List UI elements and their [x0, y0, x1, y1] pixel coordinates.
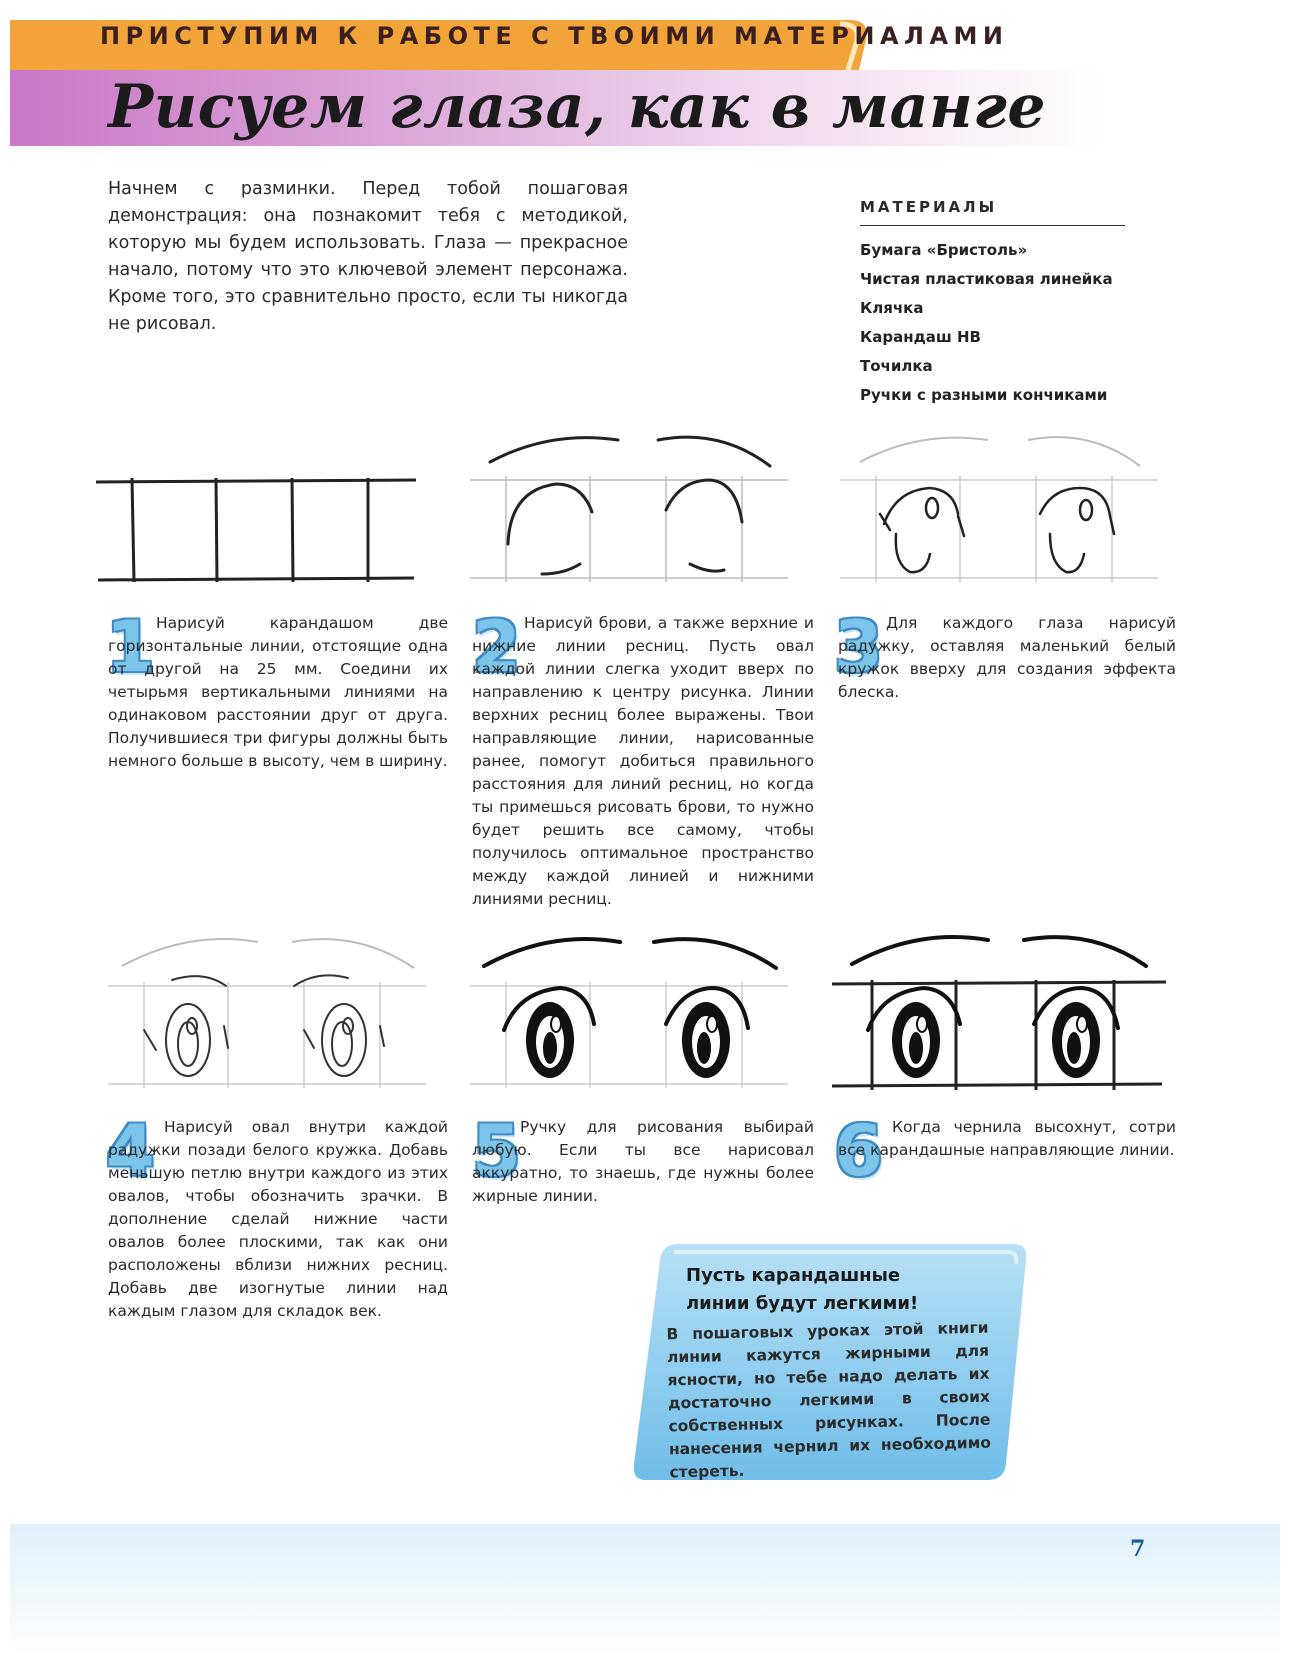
- step-1-number: 1: [106, 606, 155, 688]
- materials-item: Чистая пластиковая линейка: [860, 270, 1113, 288]
- step-1-text: Нарисуй карандашом две горизонтальные линии, отстоящие одна от другой на 25 мм. Соедини их четырьмя вертикальными линиями на одинаковом расстоянии друг от друга. Получившиеся три фигуры должны быть немного больше в высоту, чем в ширину.: [108, 614, 448, 770]
- section-kicker: ПРИСТУПИМ К РАБОТЕ С ТВОИМИ МАТЕРИАЛАМИ: [100, 22, 1009, 50]
- step-1-figure: [96, 470, 418, 590]
- step-4-text: Нарисуй овал внутри каждой радужки позади белого кружка. Добавь меньшую петлю внутри каждого из этих овалов, чтобы обозначить зрачки. В дополнение сделай нижние части овалов более плоскими, так как они расположены вблизи нижних ресниц. Добавь две изогнутые линии над каждым глазом для складок век.: [108, 1118, 448, 1320]
- materials-item: Бумага «Бристоль»: [860, 241, 1028, 259]
- step-2-text: Нарисуй брови, а также верхние и нижние линии ресниц. Пусть овал каждой линии слегка уходит вверх по направлению к центру рисунка. Линии верхних ресниц более выражены. Твои направляющие линии, нарисованные ранее, помогут добиться правильного расстояния для линий ресниц, но когда ты примешься рисовать брови, то нужно будет решить все самому, чтобы получилось оптимальное пространство между каждой линией и нижними линиями ресниц.: [472, 614, 814, 908]
- tip-body: В пошаговых уроках этой книги линии кажутся жирными для ясности, но тебе надо делать их достаточно легкими в своих собственных рисунках. После нанесения чернил их необходимо стереть.: [666, 1318, 992, 1482]
- step-2-figure: [470, 424, 790, 584]
- footer-band: [10, 1524, 1280, 1656]
- step-6-text: Когда чернила высохнут, сотри все карандашные направляющие линии.: [838, 1118, 1176, 1159]
- materials-item: Карандаш HB: [860, 328, 981, 346]
- step-3-number: 3: [834, 606, 883, 688]
- step-5-figure: [470, 930, 790, 1090]
- intro-paragraph: Начнем с разминки. Перед тобой пошаговая демонстрация: она познакомит тебя с методикой, которую мы будем использовать. Глаза — прекрасное начало, потому что это ключевой элемент персонажа. Кроме того, это сравнительно просто, если ты никогда не рисовал.: [108, 179, 628, 334]
- materials-title: МАТЕРИАЛЫ: [860, 198, 1125, 226]
- step-5-text: Ручку для рисования выбирай любую. Если ты все нарисовал аккуратно, то знаешь, где нужны более жирные линии.: [472, 1118, 814, 1205]
- tip-title: Пусть карандашные линии будут легкими!: [686, 1265, 919, 1314]
- step-3-figure: [840, 424, 1160, 584]
- materials-item: Клячка: [860, 299, 924, 317]
- materials-item: Точилка: [860, 357, 933, 375]
- step-6-figure: [832, 926, 1172, 1096]
- step-5-number: 5: [472, 1110, 521, 1192]
- step-2-number: 2: [472, 606, 521, 688]
- step-4-number: 4: [106, 1110, 155, 1192]
- step-4-figure: [108, 930, 428, 1090]
- page-number: 7: [1130, 1536, 1146, 1562]
- step-6-number: 6: [834, 1110, 883, 1192]
- step-3-text: Для каждого глаза нарисуй радужку, оставляя маленький белый кружок вверху для создания эффекта блеска.: [838, 614, 1176, 701]
- materials-item: Ручки с разными кончиками: [860, 386, 1108, 404]
- materials-list: [860, 198, 1125, 410]
- page-title: Рисуем глаза, как в манге: [108, 72, 1047, 142]
